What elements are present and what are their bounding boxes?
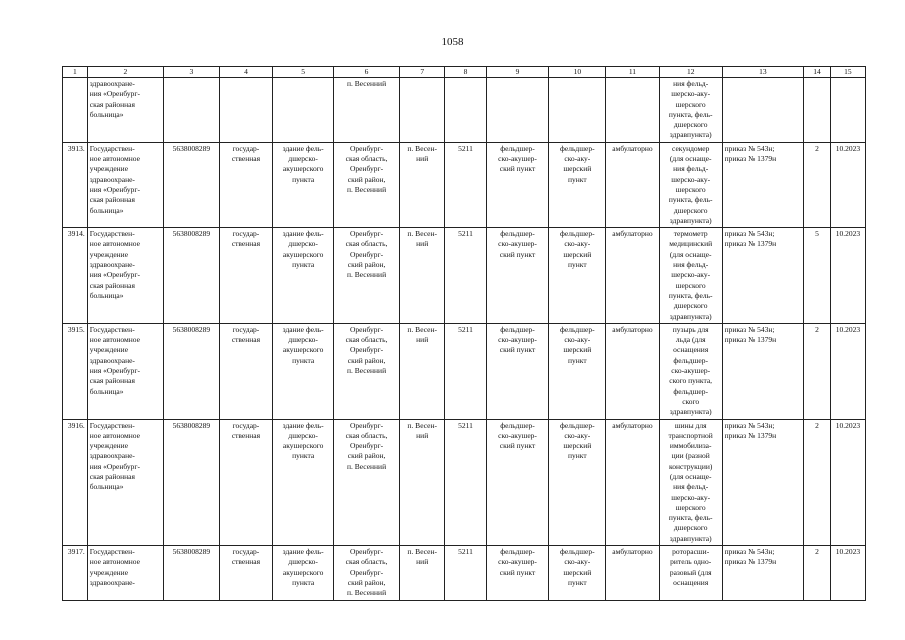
ownership-cell: государ- ственная	[219, 419, 273, 546]
column-header: 3	[164, 67, 220, 78]
ownership-cell	[219, 78, 273, 143]
organization-cell: Государствен- ное автономное учреждение здравоохране- ния «Оренбург- ская районная больница»	[87, 323, 163, 419]
row-number-cell: 3917.	[63, 546, 88, 600]
date-cell: 10.2023	[830, 419, 865, 546]
column-header: 8	[445, 67, 486, 78]
column-header: 10	[549, 67, 606, 78]
settlement-cell: п. Весен- ний	[400, 546, 445, 600]
order-cell: приказ № 543н; приказ № 1379н	[722, 142, 803, 227]
order-cell	[722, 78, 803, 143]
table-row	[63, 419, 866, 546]
building-cell: здание фель- дшерско- акушерского пункта	[273, 228, 334, 324]
order-cell: приказ № 543н; приказ № 1379н	[722, 228, 803, 324]
unit-type-cell: фельдшер- ско-аку- шерский пункт	[549, 419, 606, 546]
column-header: 11	[606, 67, 660, 78]
care-type-cell: амбулаторно	[606, 228, 660, 324]
code-cell: 5211	[445, 546, 486, 600]
code-cell	[445, 78, 486, 143]
equipment-cell: ния фельд- шерско-аку- шерского пункта, фель- дшерского здравпункта)	[659, 78, 722, 143]
equipment-cell: пузырь для льда (для оснащения фельдшер- ско-акушер- ского пункта, фельдшер- ского здравпункта)	[659, 323, 722, 419]
address-cell: Оренбург- ская область, Оренбург- ский район, п. Весенний	[334, 546, 400, 600]
column-header-row	[63, 67, 866, 78]
building-cell: здание фель- дшерско- акушерского пункта	[273, 546, 334, 600]
row-number-cell: 3916.	[63, 419, 88, 546]
building-cell: здание фель- дшерско- акушерского пункта	[273, 419, 334, 546]
row-number-cell: 3915.	[63, 323, 88, 419]
unit-type-cell	[549, 78, 606, 143]
inn-cell: 5638008289	[164, 142, 220, 227]
care-type-cell: амбулаторно	[606, 323, 660, 419]
equipment-cell: шины для транспортной иммобилиза- ции (разной конструкции) (для оснаще- ния фельд- шерско-аку- шерского пункта, фель- дшерского здравпункта)	[659, 419, 722, 546]
date-cell	[830, 78, 865, 143]
address-cell: Оренбург- ская область, Оренбург- ский район, п. Весенний	[334, 419, 400, 546]
ownership-cell: государ- ственная	[219, 323, 273, 419]
column-header: 15	[830, 67, 865, 78]
ownership-cell: государ- ственная	[219, 142, 273, 227]
building-cell	[273, 78, 334, 143]
inn-cell: 5638008289	[164, 546, 220, 600]
registry-table	[62, 66, 866, 601]
equipment-cell: термометр медицинский (для оснаще- ния фельд- шерско-аку- шерского пункта, фель- дшерского здравпункта)	[659, 228, 722, 324]
address-cell: п. Весенний	[334, 78, 400, 143]
inn-cell: 5638008289	[164, 323, 220, 419]
settlement-cell: п. Весен- ний	[400, 419, 445, 546]
column-header: 5	[273, 67, 334, 78]
equipment-cell: роторасши- ритель одно- разовый (для оснащения	[659, 546, 722, 600]
unit-type-cell: фельдшер- ско-аку- шерский пункт	[549, 323, 606, 419]
date-cell: 10.2023	[830, 546, 865, 600]
organization-cell: Государствен- ное автономное учреждение здравоохране-	[87, 546, 163, 600]
quantity-cell: 5	[804, 228, 831, 324]
date-cell: 10.2023	[830, 323, 865, 419]
unit-cell: фельдшер- ско-акушер- ский пункт	[486, 323, 549, 419]
column-header: 6	[334, 67, 400, 78]
address-cell: Оренбург- ская область, Оренбург- ский район, п. Весенний	[334, 228, 400, 324]
inn-cell: 5638008289	[164, 419, 220, 546]
unit-type-cell: фельдшер- ско-аку- шерский пункт	[549, 142, 606, 227]
row-number-cell: 3913.	[63, 142, 88, 227]
care-type-cell: амбулаторно	[606, 546, 660, 600]
code-cell: 5211	[445, 323, 486, 419]
building-cell: здание фель- дшерско- акушерского пункта	[273, 142, 334, 227]
order-cell: приказ № 543н; приказ № 1379н	[722, 323, 803, 419]
address-cell: Оренбург- ская область, Оренбург- ский район, п. Весенний	[334, 323, 400, 419]
building-cell: здание фель- дшерско- акушерского пункта	[273, 323, 334, 419]
date-cell: 10.2023	[830, 228, 865, 324]
inn-cell: 5638008289	[164, 228, 220, 324]
code-cell: 5211	[445, 228, 486, 324]
unit-cell: фельдшер- ско-акушер- ский пункт	[486, 546, 549, 600]
table-body	[63, 67, 866, 601]
row-number-cell: 3914.	[63, 228, 88, 324]
equipment-cell: секундомер (для оснаще- ния фельд- шерско-аку- шерского пункта, фель- дшерского здравпункта)	[659, 142, 722, 227]
settlement-cell: п. Весен- ний	[400, 323, 445, 419]
code-cell: 5211	[445, 419, 486, 546]
unit-type-cell: фельдшер- ско-аку- шерский пункт	[549, 228, 606, 324]
organization-cell: здравоохране- ния «Оренбург- ская районная больница»	[87, 78, 163, 143]
organization-cell: Государствен- ное автономное учреждение здравоохране- ния «Оренбург- ская районная больница»	[87, 228, 163, 324]
organization-cell: Государствен- ное автономное учреждение здравоохране- ния «Оренбург- ская районная больница»	[87, 142, 163, 227]
settlement-cell: п. Весен- ний	[400, 228, 445, 324]
organization-cell: Государствен- ное автономное учреждение здравоохране- ния «Оренбург- ская районная больница»	[87, 419, 163, 546]
inn-cell	[164, 78, 220, 143]
date-cell: 10.2023	[830, 142, 865, 227]
quantity-cell: 2	[804, 546, 831, 600]
unit-cell: фельдшер- ско-акушер- ский пункт	[486, 142, 549, 227]
quantity-cell: 2	[804, 323, 831, 419]
column-header: 7	[400, 67, 445, 78]
table-row	[63, 142, 866, 227]
table-row	[63, 228, 866, 324]
quantity-cell: 2	[804, 142, 831, 227]
settlement-cell: п. Весен- ний	[400, 142, 445, 227]
unit-cell: фельдшер- ско-акушер- ский пункт	[486, 419, 549, 546]
ownership-cell: государ- ственная	[219, 546, 273, 600]
order-cell: приказ № 543н; приказ № 1379н	[722, 546, 803, 600]
quantity-cell: 2	[804, 419, 831, 546]
column-header: 13	[722, 67, 803, 78]
quantity-cell	[804, 78, 831, 143]
care-type-cell: амбулаторно	[606, 142, 660, 227]
unit-type-cell: фельдшер- ско-аку- шерский пункт	[549, 546, 606, 600]
table-row	[63, 323, 866, 419]
settlement-cell	[400, 78, 445, 143]
care-type-cell	[606, 78, 660, 143]
order-cell: приказ № 543н; приказ № 1379н	[722, 419, 803, 546]
row-number-cell	[63, 78, 88, 143]
unit-cell: фельдшер- ско-акушер- ский пункт	[486, 228, 549, 324]
column-header: 9	[486, 67, 549, 78]
column-header: 2	[87, 67, 163, 78]
column-header: 1	[63, 67, 88, 78]
unit-cell	[486, 78, 549, 143]
column-header: 14	[804, 67, 831, 78]
code-cell: 5211	[445, 142, 486, 227]
address-cell: Оренбург- ская область, Оренбург- ский район, п. Весенний	[334, 142, 400, 227]
table-row	[63, 546, 866, 600]
ownership-cell: государ- ственная	[219, 228, 273, 324]
page-number: 1058	[441, 36, 464, 48]
column-header: 4	[219, 67, 273, 78]
column-header: 12	[659, 67, 722, 78]
table-row	[63, 78, 866, 143]
care-type-cell: амбулаторно	[606, 419, 660, 546]
